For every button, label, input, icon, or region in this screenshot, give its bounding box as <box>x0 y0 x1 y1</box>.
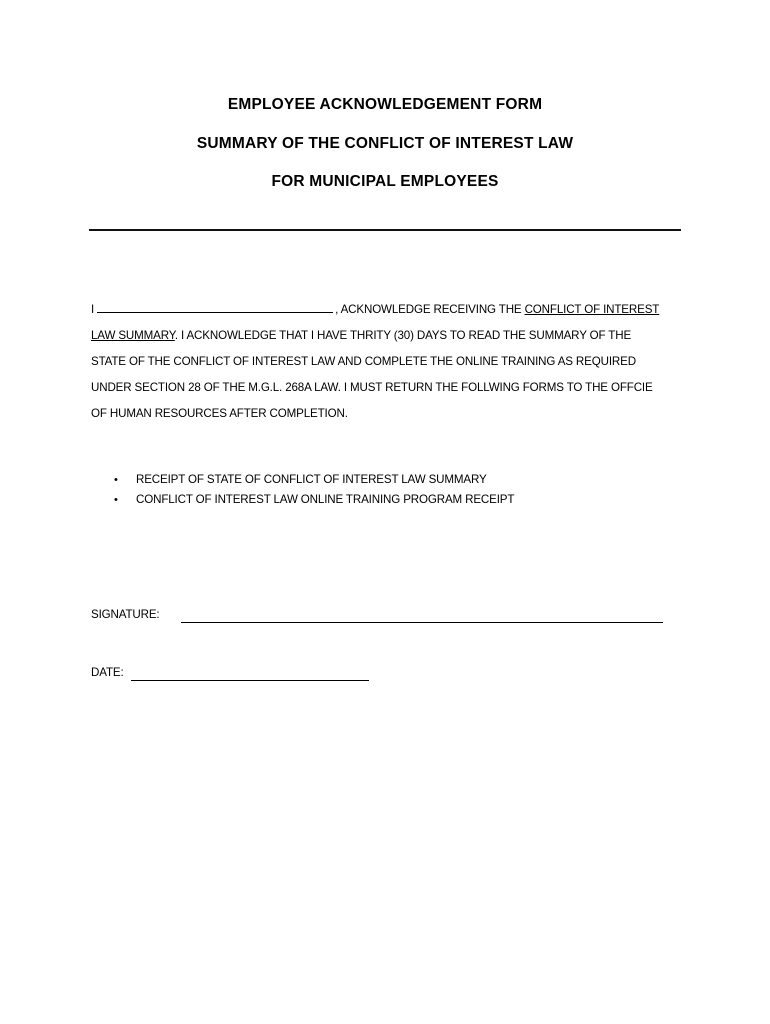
statement-text: . I ACKNOWLEDGE THAT I HAVE THRITY (30) DAYS TO READ THE SUMMARY OF THE <box>174 329 632 342</box>
statement-prefix: I <box>91 303 95 316</box>
date-field[interactable] <box>131 680 369 681</box>
employee-name-field[interactable] <box>97 301 333 313</box>
form-title: EMPLOYEE ACKNOWLEDGEMENT FORM <box>227 96 543 113</box>
bullet-icon: • <box>114 474 118 486</box>
summary-title-underlined-cont: LAW SUMMARY <box>91 329 175 342</box>
summary-title-underlined: CONFLICT OF INTEREST <box>524 303 660 316</box>
header-divider <box>89 229 681 231</box>
list-item-label: CONFLICT OF INTEREST LAW ONLINE TRAINING PROGRAM RECEIPT <box>136 493 515 506</box>
form-subtitle: SUMMARY OF THE CONFLICT OF INTEREST LAW <box>196 135 574 152</box>
list-item <box>114 490 514 510</box>
statement-line-1 <box>91 297 681 323</box>
statement-line-5: OF HUMAN RESOURCES AFTER COMPLETION. <box>91 407 348 420</box>
list-item <box>114 470 514 490</box>
statement-line-2 <box>91 323 681 349</box>
list-item-label: RECEIPT OF STATE OF CONFLICT OF INTEREST LAW SUMMARY <box>136 473 487 486</box>
acknowledgement-statement <box>91 297 681 427</box>
signature-field[interactable] <box>181 622 663 623</box>
required-forms-list <box>114 470 514 510</box>
bullet-icon: • <box>114 494 118 506</box>
statement-line-3: STATE OF THE CONFLICT OF INTEREST LAW AND COMPLETE THE ONLINE TRAINING AS REQUIRED <box>91 355 636 368</box>
form-subtitle-audience: FOR MUNICIPAL EMPLOYEES <box>271 173 499 190</box>
signature-label: SIGNATURE: <box>91 608 160 621</box>
statement-line-4: UNDER SECTION 28 OF THE M.G.L. 268A LAW. I MUST RETURN THE FOLLWING FORMS TO THE OFFCIE <box>91 381 653 394</box>
date-label: DATE: <box>91 666 124 679</box>
statement-text: , ACKNOWLEDGE RECEIVING THE <box>335 303 525 316</box>
